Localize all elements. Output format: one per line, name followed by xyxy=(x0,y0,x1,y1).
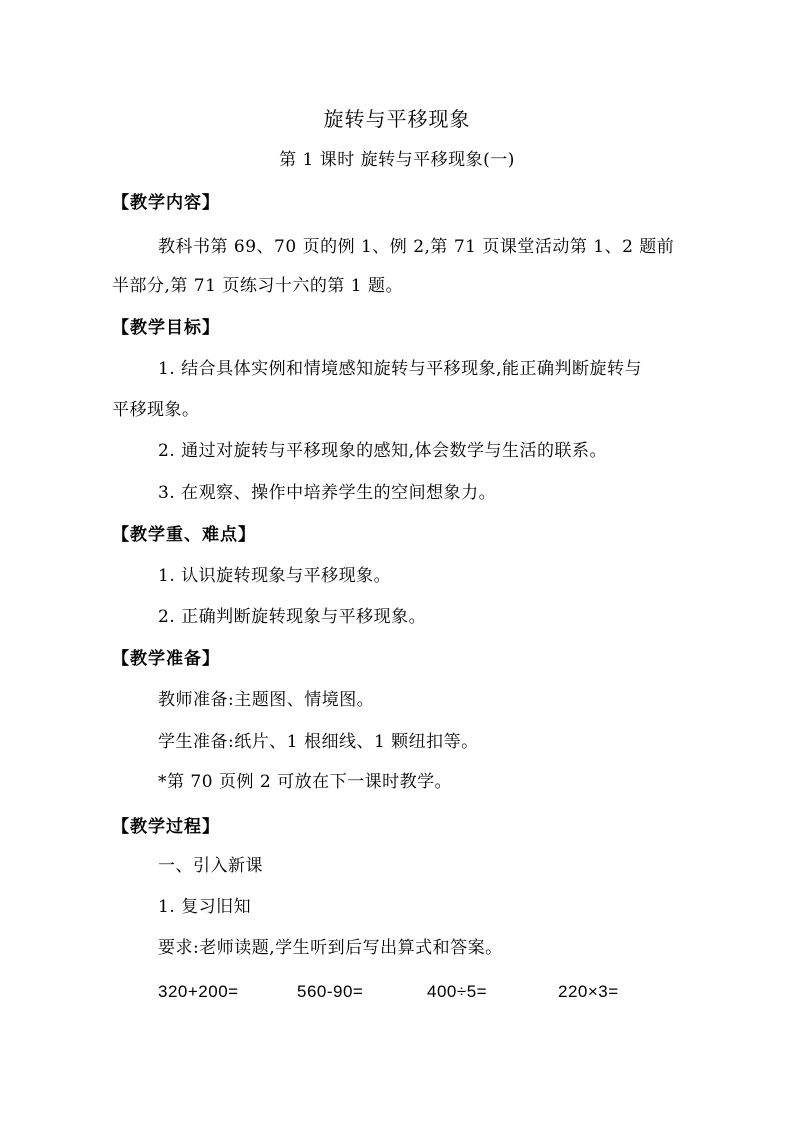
content-paragraph-line-1: 教科书第 69、70 页的例 1、例 2,第 71 页课堂活动第 1、2 题前 xyxy=(158,237,675,257)
objective-item-1-line-2: 平移现象。 xyxy=(112,400,200,420)
problem-4: 220×3= xyxy=(558,982,619,1001)
key-point-item-1: 1. 认识旋转现象与平移现象。 xyxy=(158,566,392,586)
lesson-subtitle: 第 1 课时 旋转与平移现象(一) xyxy=(279,150,515,170)
section-heading-content: 【教学内容】 xyxy=(112,193,220,213)
preparation-note: *第 70 页例 2 可放在下一课时教学。 xyxy=(158,772,453,792)
section-heading-objectives: 【教学目标】 xyxy=(112,318,220,338)
process-step-1-sub: 1. 复习旧知 xyxy=(158,897,252,917)
section-heading-key-points: 【教学重、难点】 xyxy=(112,525,256,545)
problem-3: 400÷5= xyxy=(427,982,488,1001)
problem-2: 560-90= xyxy=(297,982,364,1001)
process-step-1: 一、引入新课 xyxy=(158,856,263,876)
objective-item-3: 3. 在观察、操作中培养学生的空间想象力。 xyxy=(158,483,497,503)
page-title: 旋转与平移现象 xyxy=(323,107,471,131)
problem-1: 320+200= xyxy=(158,982,239,1001)
content-paragraph-line-2: 半部分,第 71 页练习十六的第 1 题。 xyxy=(112,276,403,296)
process-requirement: 要求:老师读题,学生听到后写出算式和答案。 xyxy=(158,938,503,958)
teacher-preparation: 教师准备:主题图、情境图。 xyxy=(158,690,375,710)
objective-item-1-line-1: 1. 结合具体实例和情境感知旋转与平移现象,能正确判断旋转与 xyxy=(158,359,643,379)
objective-item-2: 2. 通过对旋转与平移现象的感知,体会数学与生活的联系。 xyxy=(158,441,608,461)
section-heading-process: 【教学过程】 xyxy=(112,817,220,837)
key-point-item-2: 2. 正确判断旋转现象与平移现象。 xyxy=(158,607,427,627)
section-heading-preparation: 【教学准备】 xyxy=(112,649,220,669)
student-preparation: 学生准备:纸片、1 根细线、1 颗纽扣等。 xyxy=(158,732,479,752)
